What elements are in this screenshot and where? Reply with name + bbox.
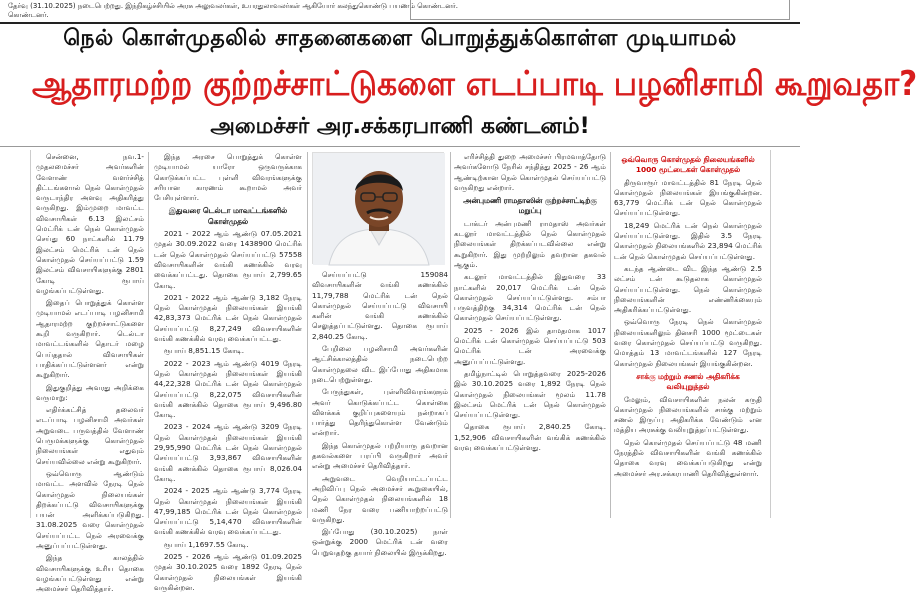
right-margin-strip <box>770 150 801 518</box>
column-divider <box>148 152 149 518</box>
paragraph: மேலும், விவசாயிகளின் நலன் கருதி கொள்முதல் நிலையங்களில் சாக்கு மற்றும் சணல் இருப்பு அதிகரிக்க வேண்டும் என மத்திய அரசுக்கு வலியுறுத்தப்பட்டுள்ளது. <box>614 394 762 435</box>
paragraph: ரூபாய் 8,851.15 கோடி. <box>164 346 245 356</box>
paragraph: இந்த காலத்தில் விவசாயிகளுக்கு உரிய தொகை வழங்கப்பட்டுள்ளது என்று அமைச்சர் தெரிவித்தார். <box>36 553 144 594</box>
paragraph: 2022 - 2023 ஆம் ஆண்டு 4019 நேரடி நெல் கொள்முதல் நிலையங்கள் இயங்கி 44,22,328 மெட்ரிக் டன் நெல் கொள்முதல் செய்யப்பட்டு 8,22,075 விவசாயிகளின் வங்கி கணக்கில் தொகை ரூபாய் 9,496.80 கோடி. <box>154 358 302 420</box>
paragraph: 2024 - 2025 ஆம் ஆண்டு 3,774 நேரடி நெல் கொள்முதல் நிலையங்கள் இயங்கி 47,99,185 மெட்ரிக் டன் நெல் கொள்முதல் செய்யப்பட்டு 5,14,470 விவசாயிகளின் வங்கி கணக்கில் வரவு வைக்கப்பட்டது. <box>154 486 302 537</box>
top-rule <box>0 22 800 24</box>
article-column-2 <box>154 152 302 592</box>
paragraph: பேறிலை பழனிசாமி அவர்களின் ஆட்சிக்காலத்தில் நடைபெற்ற கொள்முதலை விட இப்போது அதிகமாக நடைபெற்றுள்ளது. <box>312 344 448 384</box>
paragraph: எரிச்சித்தி துறை அமைச்சர் பிரமவாத்தோடு அவர்களோடு நேரில் சந்தித்து 2025 - 26 ஆம் ஆண்டிற்கான நெல் கொள்முதல் செய்யப்பட்டு வருகிறது என்றார். <box>454 152 606 192</box>
paragraph: அறுவடை வெறியாட்டப்பட்ட அறிவிப்பு நெல் அமைச்சர் கூறுகையில், நெல் கொள்முதல் நிலையங்களில் 18 மணி நேர வரை பணியாற்றப்பட்டு வருகிறது. <box>312 473 448 524</box>
paragraph: இந்த கொள்முதல் பற்றியாரு தவறான தகவல்களை பரப்பி வருகிறார் அவர் என்று அமைச்சர் தெரிவித்தார். <box>312 440 448 471</box>
paragraph: செய்யப்பட்டு 159084 விவசாயிகளின் வங்கி கணக்கில் 11,79,788 மெட்ரிக் டன் நெல் கொள்முதல் செய்யப்பட்டு விவசாயி களின் வங்கி கணக்கில் செலுத்தப்பட்டுள்ளது. தொகை ரூபாய் 2,840.25 கோடி. <box>312 270 448 341</box>
paragraph: சென்னை, நவ.1- முதலமைச்சர் அவர்களின் வேளாண் வளர்ச்சித் திட்டங்களால் நெல் கொள்முதல் வருடாந்திர அளவு அதிகரித்து வருகிறது. இம்முறை மாவட்ட விவசாயிகள் 6.13 இலட்சம் மெட்ரிக் டன் நெல் கொள்முதல் செய்து 60 நாட்களில் 11.79 இலட்சம் மெட்ரிக் டன் நெல் கொள்முதல் செய்யப்பட்டு 1.59 இலட்சம் விவசாயிகளுக்கு 2801 கோடி ரூபாய் வழங்கப்பட்டுள்ளது. <box>36 152 144 295</box>
article-column-5 <box>614 152 762 518</box>
article-column-4 <box>454 152 606 518</box>
paragraph: 2021 - 2022 ஆம் ஆண்டு 07.05.2021 முதல் 30.09.2022 வரை 1438900 மெட்ரிக் டன் நெல் கொள்முதல் செய்யப்பட்டு 57558 விவசாயிகளின் வங்கி கணக்கில் வரவு வைக்கப்பட்டது. தொகை ரூபாய் 2,799.65 கோடி. <box>154 229 302 290</box>
paragraph: திருவாரூர் மாவட்டத்தில் 81 நேரடி நெல் கொள்முதல் நிலையங்கள் இயங்குகின்றன. 63,779 மெட்ரிக் டன் நெல் கொள்முதல் செய்யப்பட்டுள்ளது. <box>614 177 762 218</box>
previous-article-line-2: கொண்டனர். <box>8 11 49 19</box>
paragraph: ஒவ்வொரு நேரடி நெல் கொள்முதல் நிலையங்களிலும் தினசரி 1000 மூட்டைகள் வரை கொள்முதல் செய்யப்பட்டு வருகிறது. மொத்தம் 13 மாவட்டங்களில் 127 நேரடி கொள்முதல் நிலையங்கள் இயங்குகின்றன. <box>614 317 762 368</box>
paragraph: 2021 - 2022 ஆம் ஆண்டு 3,182 நேரடி நெல் கொள்முதல் நிலையங்கள் இயங்கி 42,83,373 மெட்ரிக் டன் நெல் கொள்முதல் செய்யப்பட்டு 8,27,249 விவசாயிகளின் வங்கி கணக்கில் வரவு வைக்கப்பட்டது. <box>154 292 302 344</box>
column-divider <box>610 152 611 518</box>
paragraph: 2025 - 2026 ஆம் ஆண்டு 01.09.2025 முதல் 30.10.2025 வரை 1892 நேரடி நெல் கொள்முதல் நிலையங்கள் இயங்கி வருகின்றன. <box>154 551 302 592</box>
paragraph: 2025 - 2026 இல் தாமதமாக 1017 மெட்ரிக் டன் கொள்முதல் செய்யப்பட்டு 503 மெட்ரிக் டன் அரவைக்கு அனுப்பப்பட்டுள்ளது. <box>454 325 606 366</box>
column-divider <box>307 152 308 518</box>
paragraph: இதைப் பொறுத்துக் கொள்ள முடியாமல் எடப்பாடி பழனிசாமி ஆதாரமற்ற குற்றச்சாட்டுகளை கூறி வருகிறார். டெல்டா மாவட்டங்களில் தொடர் மழை பெய்ததால் விவசாயிகள் பாதிக்கப்பட்டுள்ளனர் என்று கூறுகிறார். <box>36 298 144 380</box>
article-column-3 <box>312 270 448 557</box>
main-headline: ஆதாரமற்ற குற்றச்சாட்டுகளை எடப்பாடி பழனிசாமி கூறுவதா? <box>32 64 917 104</box>
column-divider <box>450 152 451 518</box>
minister-photo <box>312 152 444 264</box>
paragraph: இப்போது (30.10.2025) நாள் ஒன்றுக்கு 2000 மெட்ரிக் டன் வரை பெறுவதற்கு தயார் நிலையில் இருக்கிறது. <box>312 527 448 557</box>
adjacent-box <box>410 0 790 20</box>
paragraph: கடலூர் மாவட்டத்தில் இதுவரை 33 நாட்களில் 20,017 மெட்ரிக் டன் நெல் கொள்முதல் செய்யப்பட்டுள்ளது. சம்பா பருவத்திற்கு 34,314 மெட்ரிக் டன் நெல் கொள்முதல் செய்யப்பட்டுள்ளது. <box>454 272 606 323</box>
article-column-1 <box>36 152 144 594</box>
paragraph: ஒவ்வொரு ஆண்டும் மாவட்ட அளவில் நேரடி நெல் கொள்முதல் நிலையங்கள் திறக்கப்பட்டு விவசாயிகளுக்கு பயன் அளிக்கப்படுகிறது. 31.08.2025 வரை கொள்முதல் செய்யப்பட்ட நெல் அரவைக்கு அனுப்பப்பட்டுள்ளது. <box>36 468 144 550</box>
section-heading: சாக்கு மற்றும் சணல் அதிகரிக்க வலியுறுத்தல் <box>636 371 740 392</box>
sub-headline: அமைச்சர் அர.சக்கரபாணி கண்டனம்! <box>210 114 590 139</box>
paragraph: எதிர்க்கட்சித் தலைவர் எடப்பாடி பழனிசாமி அவர்கள் அறுவடை பருவத்தில் வேளாண் பெருமக்களுக்கு கொள்முதல் நிலையங்கள் எதுவும் செய்யவில்லை என்று கூறுகிறார். <box>36 405 144 466</box>
previous-article-line-1: தேர்வு (31.10.2025) நடைபெற்றது. இந்நிகழ்ச்சியில் அரசு அலுவலர்கள், உயரதுலாவலர்கள் ஆகியோர் கலந்துகொண்டு பயணம் கொண்டனர். <box>8 2 458 10</box>
headline-rule <box>0 146 800 147</box>
paragraph: ரூபாய் 1,1697.55 கோடி. <box>164 539 249 549</box>
section-heading: இதுவரை டெல்டா மாவட்டங்களில் கொள்முதல் <box>168 206 288 226</box>
kicker-headline: நெல் கொள்முதலில் சாதனைகளை பொறுத்துக்கொள்ள முடியாமல் <box>63 26 737 51</box>
paragraph: 18,249 மெட்ரிக் டன் நெல் கொள்முதல் செய்யப்பட்டுள்ளது. இதில் 3.5 நேரடி கொள்முதல் நிலையங்களில் 23,894 மெட்ரிக் டன் நெல் கொள்முதல் செய்யப்பட்டுள்ளது. <box>614 220 762 261</box>
paragraph: இதுகுறித்து அவரது அறிக்கை வருமாறு: <box>36 382 144 402</box>
paragraph: டாக்டர் அன்புமணி ராமதாஸ் அவர்கள் கடலூர் மாவட்டத்தில் நெல் கொள்முதல் நிலையங்கள் திறக்கப்படவில்லை என்று கூறுகிறார். இது முற்றிலும் தவறான தகவல் ஆகும். <box>454 218 606 269</box>
paragraph: இந்த அரசை பொறுத்துக் கொள்ள முடியாமல் யாரோ ஒருவருக்காக கொடுக்கப்பட்ட புள்ளி விவரங்களுக்கு சரியான காரணம் கூறாமல் அவர் பேசியுள்ளார். <box>154 152 302 203</box>
paragraph: நெல் கொள்முதல் செய்யப்பட்டு 48 மணி நேரத்தில் விவசாயிகளின் வங்கி கணக்கில் தொகை வரவு வைக்கப்படுகிறது என்று அமைச்சர் அர.சக்கரபாணி தெரிவித்துள்ளார். <box>614 437 762 478</box>
paragraph: பேருந்துகள், புள்ளிவிவரங்களும் அவர் கொடுக்கப்பட்ட கொள்கை விளக்கக் குறிப்புகளையும் நன்றாகப் பார்த்து தெரிந்துகொள்ள வேண்டும் என்றார். <box>312 387 448 438</box>
left-margin-strip <box>0 150 31 518</box>
paragraph: 2023 - 2024 ஆம் ஆண்டு 3209 நேரடி நெல் கொள்முதல் நிலையங்கள் இயங்கி 29,95,990 மெட்ரிக் டன் நெல் கொள்முதல் செய்யப்பட்டு 3,93,867 விவசாயிகளின் வங்கி கணக்கில் தொகை ரூபாய் 8,026.04 கோடி. <box>154 422 302 483</box>
portrait-illustration <box>313 153 445 265</box>
paragraph: கடந்த ஆண்டை விட இந்த ஆண்டு 2.5 லட்சம் டன் கூடுதலாக கொள்முதல் செய்யப்பட்டுள்ளது. நெல் கொள்முதல் நிலையங்களின் எண்ணிக்கையும் அதிகரிக்கப்பட்டுள்ளது. <box>614 263 762 315</box>
paragraph: தொகை ரூபாய் 2,840.25 கோடி. 1,52,906 விவசாயிகளின் வங்கிக் கணக்கில் வரவு வைக்கப்பட்டுள்ளது. <box>454 422 606 453</box>
previous-article-strip <box>0 0 800 22</box>
section-heading: அன்புமணி ராமதாஸின் குற்றச்சாட்டிற்கு மறுப்பு <box>463 196 597 216</box>
paragraph: தமிழ்நாட்டில் பொறுத்தவரை 2025-2026 இல் 30.10.2025 வரை 1,892 நேரடி நெல் கொள்முதல் நிலையங்கள் மூலம் 11.78 இலட்சம் மெட்ரிக் டன் நெல் கொள்முதல் செய்யப்பட்டுள்ளது. <box>454 368 606 420</box>
section-heading: ஒவ்வொரு கொள்முதல் நிலையங்களில் 1000 மூட்டைகள் கொள்முதல் <box>621 155 755 175</box>
